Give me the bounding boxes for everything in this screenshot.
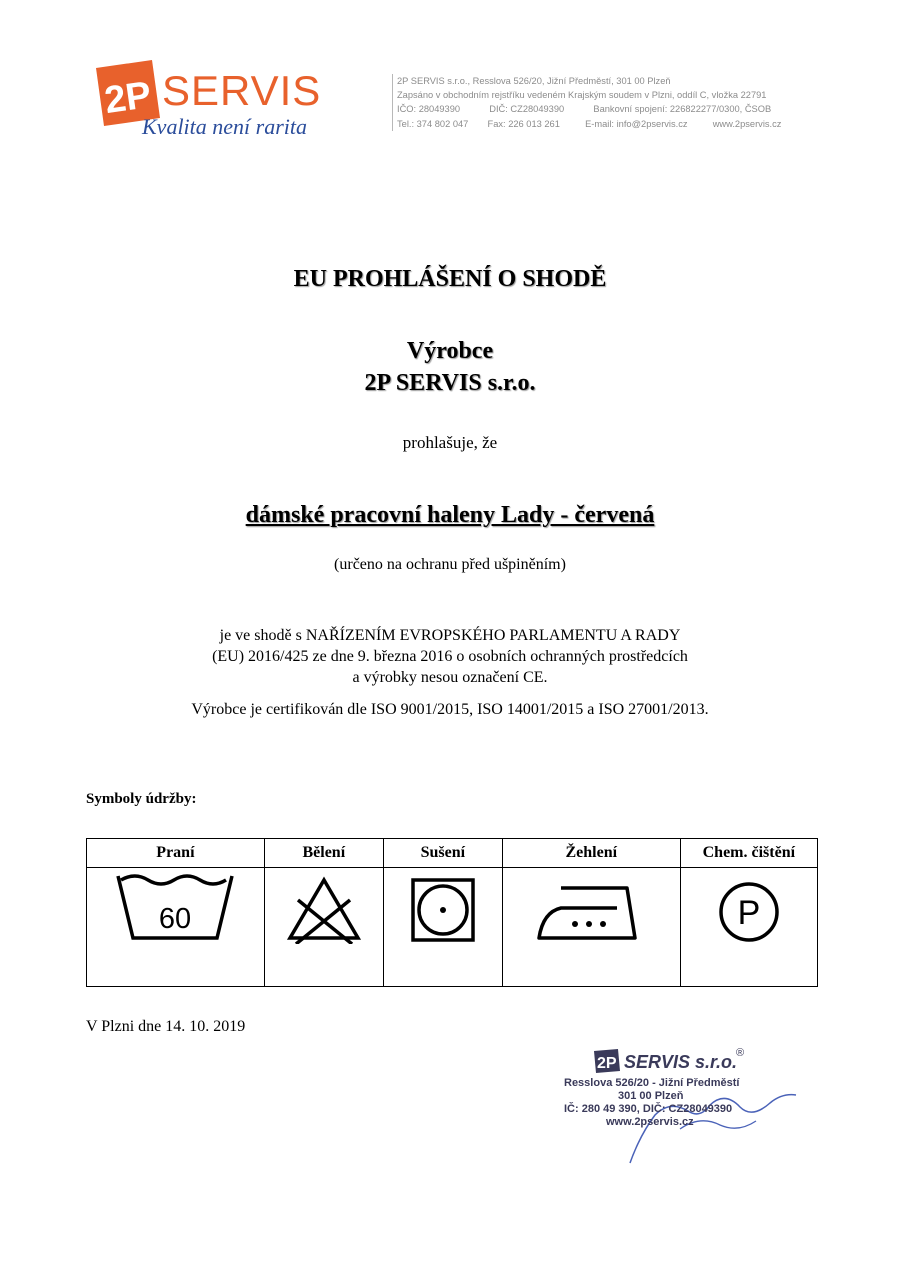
- company-contact-row: [397, 117, 781, 131]
- logo-slogan: Kvalita není rarita: [142, 114, 307, 139]
- compliance-statement: [0, 625, 900, 688]
- company-logo: [90, 58, 370, 148]
- company-web: www.2pservis.cz: [712, 118, 782, 129]
- stamp-web: www.2pservis.cz: [606, 1116, 694, 1128]
- company-ico: IČO: 28049390: [397, 104, 461, 115]
- wash-60-icon: [115, 872, 235, 944]
- company-ids-row: [397, 102, 781, 116]
- header-washing: Praní: [87, 839, 265, 868]
- certification-statement: Výrobce je certifikován dle ISO 9001/2015, ISO 14001/2015 a ISO 27001/2013.: [191, 701, 709, 718]
- dry-clean-p-icon: [709, 872, 789, 944]
- stamp-address-1: Resslova 526/20 - Jižní Předměstí: [564, 1077, 740, 1089]
- company-bank: Bankovní spojení: 226822277/0300, ČSOB: [593, 104, 772, 115]
- iron-cell: [502, 868, 680, 987]
- company-fax: Fax: 226 013 261: [487, 118, 560, 129]
- header-ironing: Žehlení: [502, 839, 680, 868]
- care-table-icon-row: [87, 868, 818, 987]
- dry-clean-letter: P: [737, 894, 761, 932]
- care-symbols-table: [86, 838, 818, 987]
- compliance-line-2: (EU) 2016/425 ze dne 9. března 2016 o osobních ochranných prostředcích: [212, 648, 688, 665]
- company-dic: DIČ: CZ28049390: [489, 104, 565, 115]
- care-symbols-label: Symboly údržby:: [86, 791, 197, 807]
- stamp-address-2: 301 00 Plzeň: [618, 1090, 684, 1102]
- company-email: E-mail: info@2pservis.cz: [585, 118, 688, 129]
- dry-cell: [383, 868, 502, 987]
- stamp-ids: IČ: 280 49 390, DIČ: CZ28049390: [564, 1103, 733, 1115]
- care-table-header-row: [87, 839, 818, 868]
- tumble-dry-icon: [403, 872, 483, 944]
- place-and-date: V Plzni dne 14. 10. 2019: [86, 1018, 246, 1035]
- header-bleaching: Bělení: [264, 839, 383, 868]
- company-tel: Tel.: 374 802 047: [397, 118, 469, 129]
- company-address: 2P SERVIS s.r.o., Resslova 526/20, Jižní Předměstí, 301 00 Plzeň: [397, 76, 671, 86]
- maker-label: Výrobce: [406, 338, 494, 364]
- dry-clean-cell: [680, 868, 817, 987]
- stamp-company-name: SERVIS s.r.o.: [624, 1052, 738, 1072]
- iron-3-dots-icon: [531, 872, 651, 944]
- maker-name: 2P SERVIS s.r.o.: [364, 370, 536, 396]
- wash-temperature: 60: [159, 903, 192, 935]
- wash-cell: [87, 868, 265, 987]
- no-bleach-icon: [284, 872, 364, 944]
- stamp-registered-mark: ®: [736, 1047, 745, 1059]
- compliance-line-3: a výrobky nesou označení CE.: [352, 669, 548, 686]
- document-title: EU PROHLÁŠENÍ O SHODĚ: [293, 266, 607, 292]
- svg-text:2P: 2P: [102, 74, 154, 123]
- svg-text:2P: 2P: [597, 1055, 617, 1072]
- header-dry-cleaning: Chem. čištění: [680, 839, 817, 868]
- product-name: dámské pracovní haleny Lady - červená: [245, 502, 655, 528]
- bleach-cell: [264, 868, 383, 987]
- company-stamp: [560, 1045, 820, 1175]
- product-purpose: (určeno na ochranu před ušpiněním): [334, 556, 566, 573]
- company-registration: Zapsáno v obchodním rejstříku vedeném Krajským soudem v Plzni, oddíl C, vložka 22791: [397, 90, 767, 101]
- company-info-block: [392, 74, 781, 131]
- declares-text: prohlašuje, že: [402, 433, 498, 452]
- header-drying: Sušení: [383, 839, 502, 868]
- logo-wordmark: SERVIS: [162, 67, 322, 114]
- compliance-line-1: je ve shodě s NAŘÍZENÍM EVROPSKÉHO PARLAMENTU A RADY: [219, 627, 681, 644]
